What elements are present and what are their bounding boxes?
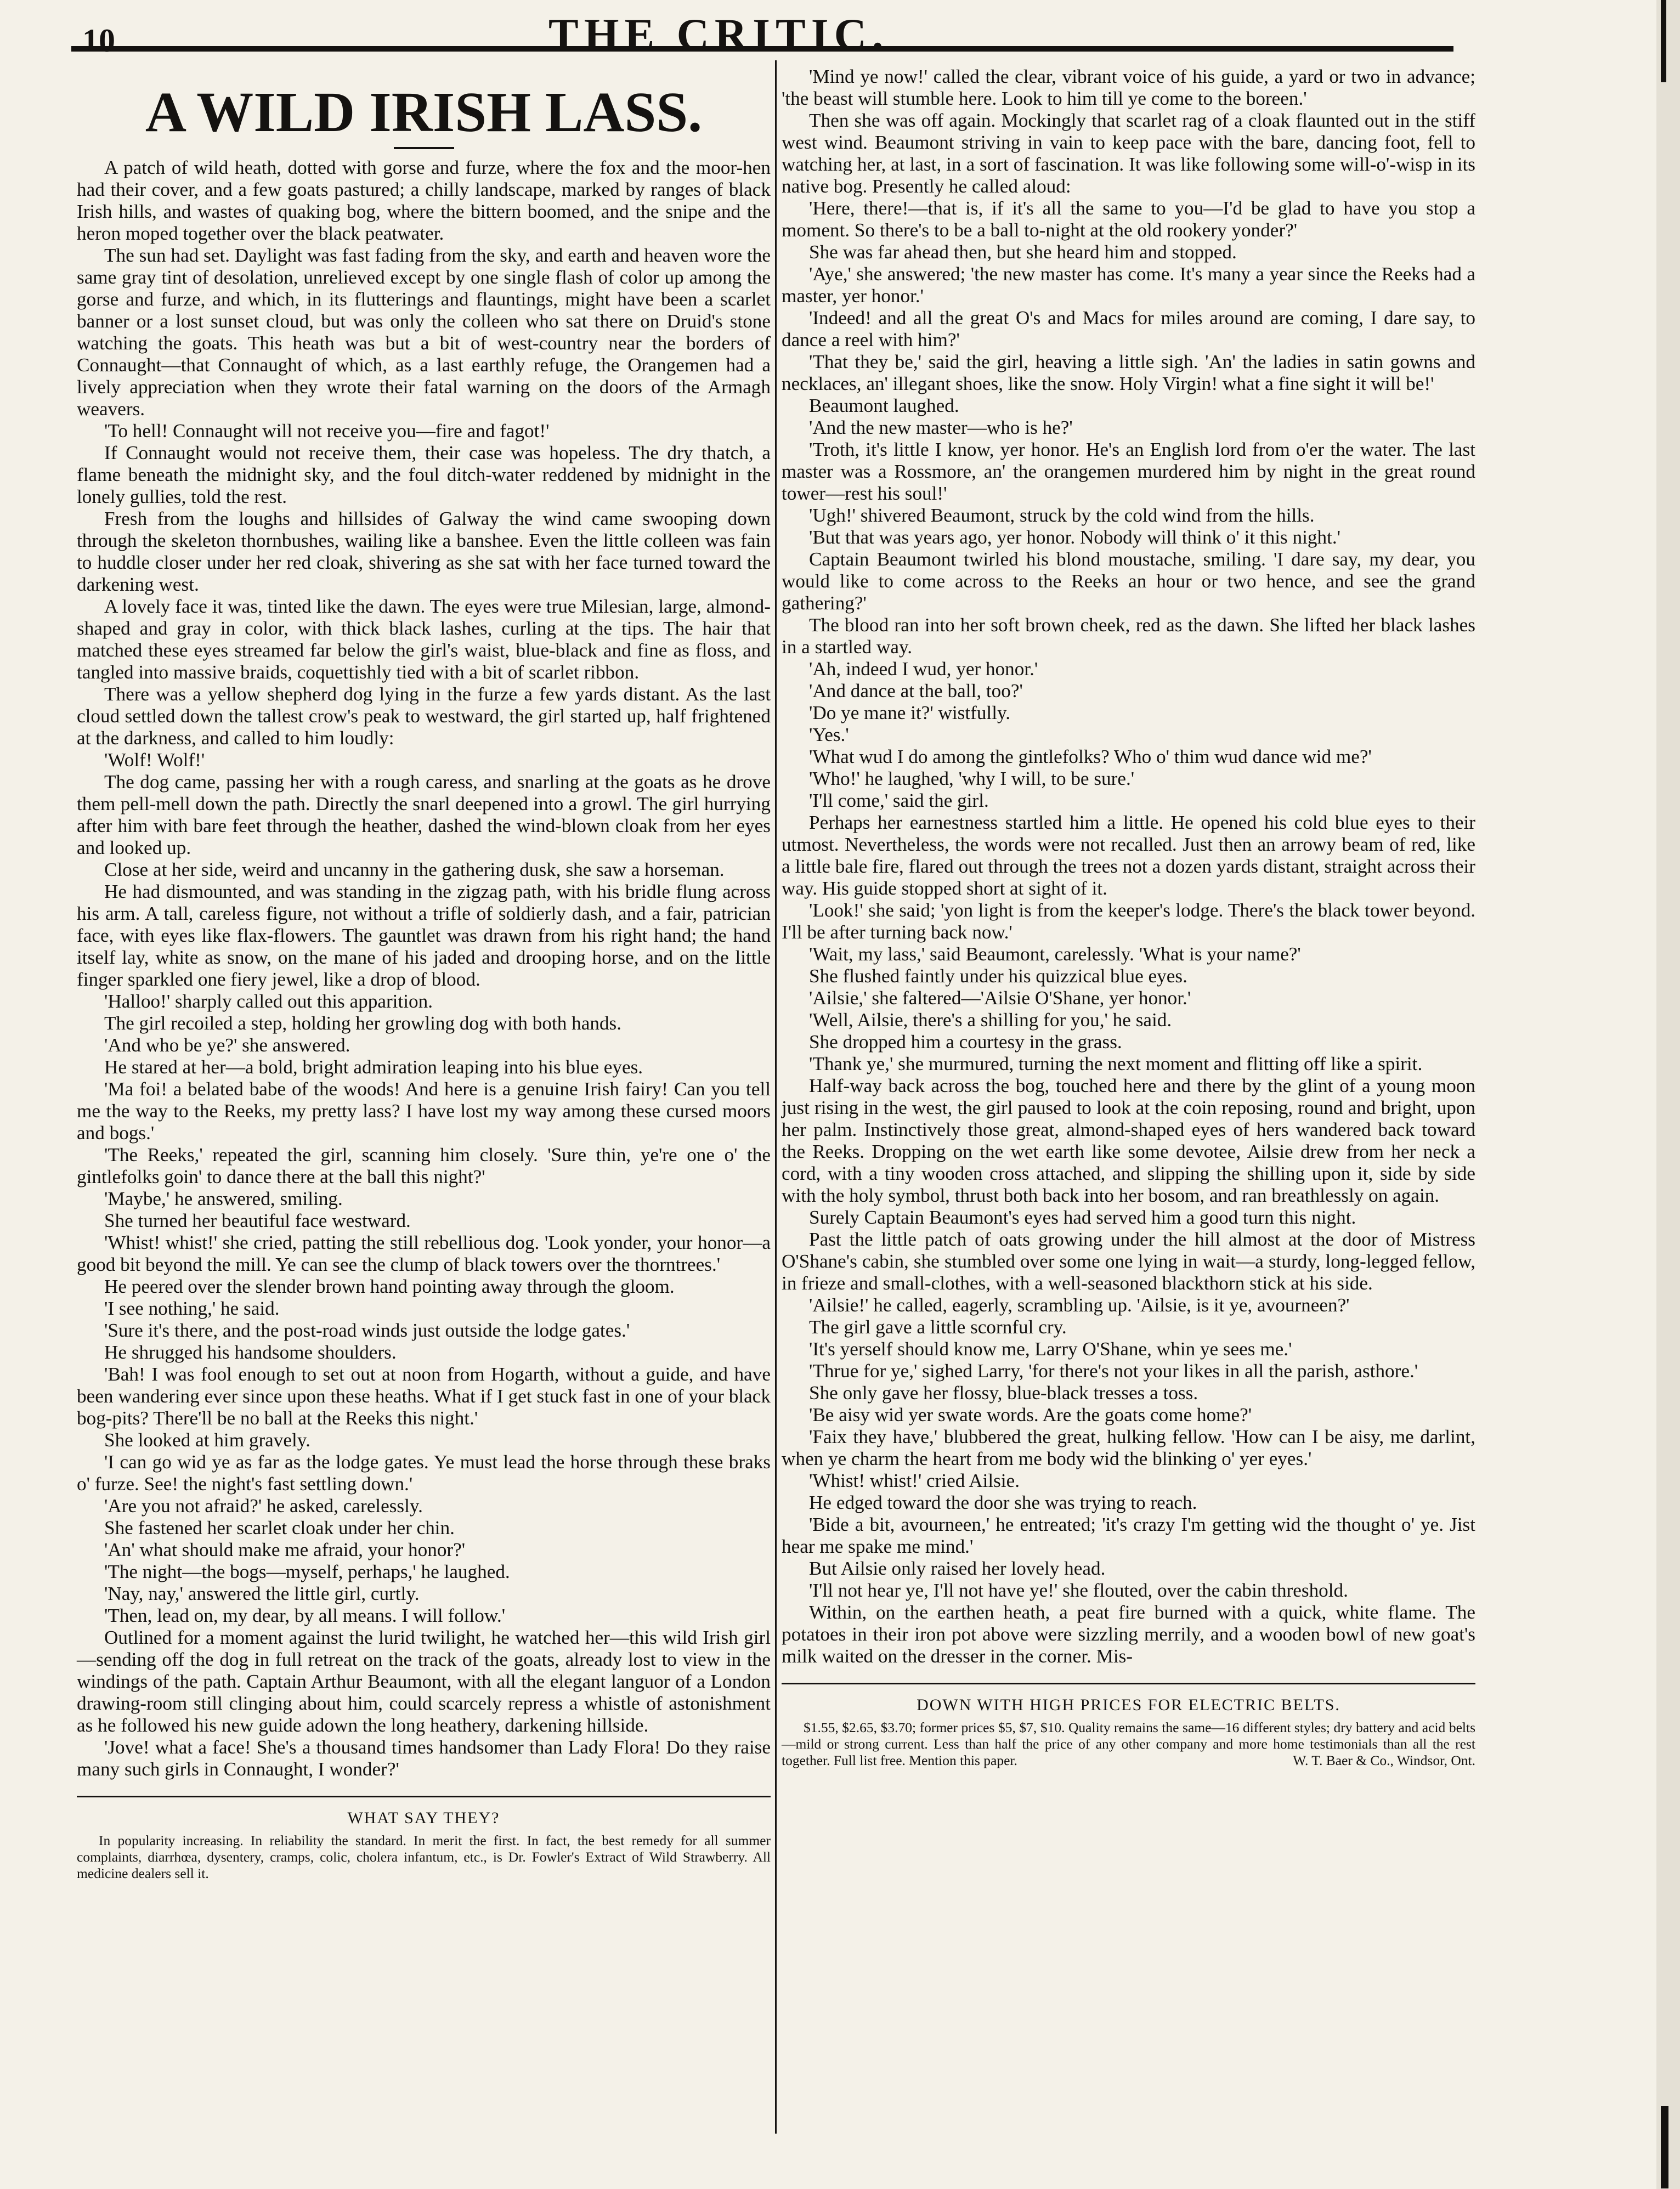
paragraph: Outlined for a moment against the lurid twilight, he watched her—this wild Irish girl—sending off the dog in full retreat on the track of the goats, already lost to view in the windings of the path. Captain Arthur Beaumont, with all the elegant languor of a London drawing-room still clinging about him, could scarcely repress a whistle of astonishment as he followed his new guide adown the long heathery, darkening hillside. xyxy=(77,1627,771,1736)
page-number: 10 xyxy=(82,22,115,59)
paragraph: A patch of wild heath, dotted with gorse and furze, where the fox and the moor-hen had their cover, and a few goats pastured; a chilly landscape, marked by ranges of black Irish hills, and wastes of quaking bog, where the bittern boomed, and the snipe and the heron moped together over the black peatwater. xyxy=(77,157,771,244)
paragraph: 'Look!' she said; 'yon light is from the keeper's lodge. There's the black tower beyond. I'll be after turning back now.' xyxy=(782,900,1475,943)
paragraph: He peered over the slender brown hand pointing away through the gloom. xyxy=(104,1276,675,1297)
paragraph: If Connaught would not receive them, their case was hopeless. The dry thatch, a flame beneath the midnight sky, and the foul ditch-water reddened by midnight in the lonely gullies, told the rest. xyxy=(77,442,771,507)
paragraph: She flushed faintly under his quizzical blue eyes. xyxy=(809,965,1187,987)
paragraph: Close at her side, weird and uncanny in the gathering dusk, she saw a horseman. xyxy=(104,859,725,880)
paragraph: 'That they be,' said the girl, heaving a little sigh. 'An' the ladies in satin gowns and necklaces, an' illegant shoes, like the snow. Holy Virgin! what a fine sight it will be!' xyxy=(782,351,1475,394)
paragraph: She turned her beautiful face westward. xyxy=(104,1210,411,1231)
paragraph: There was a yellow shepherd dog lying in the furze a few yards distant. As the last cloud settled down the tallest crow's peak to westward, the girl started up, half frightened at the darkness, and called to him loudly: xyxy=(77,683,771,749)
paragraph: 'Are you not afraid?' he asked, carelessly. xyxy=(104,1495,423,1517)
paragraph: 'Troth, it's little I know, yer honor. He's an English lord from o'er the water. The last master was a Rossmore, an' the orangemen murdered him by night in the great round tower—rest his soul!' xyxy=(782,439,1475,504)
paragraph: Then she was off again. Mockingly that scarlet rag of a cloak flaunted out in the stiff west wind. Beaumont striving in vain to keep pace with the bare, dancing foot, fell to watching her, at last, in a sort of fascination. It was like following some will-o'-wisp in its native bog. Presently he called aloud: xyxy=(782,110,1475,197)
ad-heading-right: DOWN WITH HIGH PRICES FOR ELECTRIC BELTS. xyxy=(917,1696,1340,1714)
paragraph: 'And dance at the ball, too?' xyxy=(809,680,1023,702)
paragraph: 'An' what should make me afraid, your honor?' xyxy=(104,1539,466,1560)
paragraph: 'Bah! I was fool enough to set out at noon from Hogarth, without a guide, and have been wandering ever since upon these heaths. What if I get stuck fast in one of your black bog-pits? There'll be no ball at the Reeks this night.' xyxy=(77,1364,771,1429)
paragraph: 'Nay, nay,' answered the little girl, curtly. xyxy=(104,1583,420,1604)
paragraph: 'Here, there!—that is, if it's all the same to you—I'd be glad to have you stop a moment. So there's to be a ball to-night at the old rookery yonder?' xyxy=(782,197,1475,241)
paragraph: He stared at her—a bold, bright admiration leaping into his blue eyes. xyxy=(104,1056,643,1078)
paragraph: 'Then, lead on, my dear, by all means. I will follow.' xyxy=(104,1605,506,1626)
paragraph: She fastened her scarlet cloak under her chin. xyxy=(104,1517,455,1538)
paragraph: 'The Reeks,' repeated the girl, scanning him closely. 'Sure thin, ye're one o' the gintlefolks goin' to dance there at the ball this night?' xyxy=(77,1144,771,1187)
column-left xyxy=(77,66,771,1882)
paragraph: 'Indeed! and all the great O's and Macs for miles around are coming, I dare say, to dance a reel with him?' xyxy=(782,307,1475,350)
paragraph: 'Wolf! Wolf!' xyxy=(104,749,205,771)
paragraph: Surely Captain Beaumont's eyes had served him a good turn this night. xyxy=(809,1207,1356,1228)
page-edge-mark-top xyxy=(1661,0,1666,82)
paragraph: 'Do ye mane it?' wistfully. xyxy=(809,702,1011,723)
ad-body-right: $1.55, $2.65, $3.70; former prices $5, $7, $10. Quality remains the same—16 different styles; dry battery and acid belts—mild or strong current. Less than half the price of any other company and more home testimonials than all the rest together. Full list free. Mention this paper. xyxy=(782,1719,1475,1768)
paragraph: Captain Beaumont twirled his blond moustache, smiling. 'I dare say, my dear, you would like to come across to the Reeks an hour or two hence, and see the grand gathering?' xyxy=(782,548,1475,614)
paragraph: Fresh from the loughs and hillsides of Galway the wind came swooping down through the skeleton thornbushes, wailing like a banshee. Even the little colleen was fain to huddle closer under her red cloak, shivering as she sat with her face turned toward the darkening west. xyxy=(77,508,771,595)
paragraph: 'Whist! whist!' cried Ailsie. xyxy=(809,1470,1020,1491)
paragraph: 'I'll not hear ye, I'll not have ye!' she flouted, over the cabin threshold. xyxy=(809,1580,1348,1601)
paragraph: He edged toward the door she was trying to reach. xyxy=(809,1492,1197,1513)
paragraph: 'And who be ye?' she answered. xyxy=(104,1034,350,1056)
paragraph: 'Yes.' xyxy=(809,724,849,745)
paragraph: 'Who!' he laughed, 'why I will, to be sure.' xyxy=(809,768,1135,789)
paragraph: 'Aye,' she answered; 'the new master has come. It's many a year since the Reeks had a master, yer honor.' xyxy=(782,263,1475,307)
paragraph: 'Sure it's there, and the post-road winds just outside the lodge gates.' xyxy=(104,1320,630,1341)
paragraph: 'Whist! whist!' she cried, patting the still rebellious dog. 'Look yonder, your honor—a good bit beyond the mill. Ye can see the clump of black towers over the thorntrees.' xyxy=(77,1232,771,1275)
paragraph: 'I can go wid ye as far as the lodge gates. Ye must lead the horse through these braks o' furze. See! the night's fast settling down.' xyxy=(77,1451,771,1495)
ad-rule-right xyxy=(782,1683,1475,1684)
ad-signature: W. T. Baer & Co., Windsor, Ont. xyxy=(1293,1752,1475,1768)
ad-heading-left: WHAT SAY THEY? xyxy=(347,1809,500,1827)
paragraph: 'Thrue for ye,' sighed Larry, 'for there's not your likes in all the parish, asthore.' xyxy=(809,1360,1418,1382)
story-title: A WILD IRISH LASS. xyxy=(145,81,703,144)
paragraph: 'Jove! what a face! She's a thousand times handsomer than Lady Flora! Do they raise many such girls in Connaught, I wonder?' xyxy=(77,1737,771,1780)
paragraph: A lovely face it was, tinted like the dawn. The eyes were true Milesian, large, almond-shaped and gray in color, with thick black lashes, curling at the tips. The hair that matched these eyes streamed far below the girl's waist, blue-black and fine as floss, and tangled into massive braids, coquettishly tied with a bit of scarlet ribbon. xyxy=(77,596,771,683)
paragraph: 'Mind ye now!' called the clear, vibrant voice of his guide, a yard or two in advance; 'the beast will stumble here. Look to him till ye come to the boreen.' xyxy=(782,66,1475,109)
paragraph: But Ailsie only raised her lovely head. xyxy=(809,1558,1106,1579)
paragraph: 'Ailsie,' she faltered—'Ailsie O'Shane, yer honor.' xyxy=(809,987,1191,1009)
paragraph: 'Ugh!' shivered Beaumont, struck by the cold wind from the hills. xyxy=(809,505,1315,526)
title-rule xyxy=(394,147,454,149)
paragraph: Within, on the earthen heath, a peat fire burned with a quick, white flame. The potatoes in their iron pot above were sizzling merrily, and a wooden bowl of new goat's milk waited on the dresser in the corner. Mis- xyxy=(782,1602,1475,1667)
paragraph: Past the little patch of oats growing under the hill almost at the door of Mistress O'Shane's cabin, she stumbled over some one lying in wait—a sturdy, long-legged fellow, in frieze and small-clothes, with a well-seasoned blackthorn stick at his side. xyxy=(782,1229,1475,1294)
paragraph: The girl recoiled a step, holding her growling dog with both hands. xyxy=(104,1013,622,1034)
paragraph: 'But that was years ago, yer honor. Nobody will think o' it this night.' xyxy=(809,527,1340,548)
paragraph: The girl gave a little scornful cry. xyxy=(809,1316,1067,1338)
paragraph: The sun had set. Daylight was fast fading from the sky, and earth and heaven wore the same gray tint of desolation, unrelieved except by one single flash of color up among the gorse and furze, and which, in its flutterings and flauntings, might have been a scarlet banner or a lost sunset cloud, but was only the colleen who sat there on Druid's stone watching the goats. This heath was but a bit of west-country near the borders of Connaught—that Connaught of which, as a last earthly refuge, the Orangemen had a lively appreciation when they wrote their fatal warning on the doors of the Armagh weavers. xyxy=(77,245,771,420)
paragraph: 'I'll come,' said the girl. xyxy=(809,790,989,811)
story-body-left xyxy=(77,157,771,1780)
paragraph: 'Ah, indeed I wud, yer honor.' xyxy=(809,658,1038,680)
paragraph: 'Maybe,' he answered, smiling. xyxy=(104,1188,343,1209)
paragraph: She was far ahead then, but she heard him and stopped. xyxy=(809,241,1237,263)
ad-body-left: In popularity increasing. In reliability the standard. In merit the first. In fact, the best remedy for all summer complaints, diarrhœa, dysentery, cramps, colic, cholera infantum, etc., is Dr. Fowler's Extract of Wild Strawberry. All medicine dealers sell it. xyxy=(77,1832,771,1881)
paragraph: 'What wud I do among the gintlefolks? Who o' thim wud dance wid me?' xyxy=(809,746,1372,767)
column-divider xyxy=(775,60,777,2134)
paragraph: The blood ran into her soft brown cheek, red as the dawn. She lifted her black lashes in a startled way. xyxy=(782,614,1475,658)
ad-rule-left xyxy=(77,1796,771,1797)
paragraph: She looked at him gravely. xyxy=(104,1429,310,1451)
paragraph: Beaumont laughed. xyxy=(809,395,959,416)
paragraph: 'It's yerself should know me, Larry O'Shane, whin ye sees me.' xyxy=(809,1338,1292,1360)
paragraph: 'And the new master—who is he?' xyxy=(809,417,1073,438)
paragraph: Half-way back across the bog, touched here and there by the glint of a young moon just rising in the west, the girl paused to look at the coin reposing, round and bright, upon her palm. Instinctively those great, almond-shaped eyes of hers wandered back toward the Reeks. Dropping on the wet earth like some devotee, Ailsie drew from her neck a cord, with a tiny wooden cross attached, and slipping the shilling upon it, side by side with the holy symbol, thrust both back into her bosom, and ran breathlessly on again. xyxy=(782,1075,1475,1206)
paragraph: 'Bide a bit, avourneen,' he entreated; 'it's crazy I'm getting wid the thought o' ye. Jist hear me spake me mind.' xyxy=(782,1514,1475,1557)
paragraph: 'Faix they have,' blubbered the great, hulking fellow. 'How can I be aisy, me darlint, when ye charm the heart from me body wid the blinking o' yer eyes.' xyxy=(782,1426,1475,1469)
paragraph: 'Well, Ailsie, there's a shilling for you,' he said. xyxy=(809,1009,1172,1031)
paragraph: 'The night—the bogs—myself, perhaps,' he laughed. xyxy=(104,1561,510,1582)
paragraph: 'Halloo!' sharply called out this apparition. xyxy=(104,991,433,1012)
story-body-right xyxy=(782,66,1475,1667)
paragraph: 'Ma foi! a belated babe of the woods! And here is a genuine Irish fairy! Can you tell me the way to the Reeks, my pretty lass? I have lost my way among these cursed moors and bogs.' xyxy=(77,1078,771,1144)
paragraph: The dog came, passing her with a rough caress, and snarling at the goats as he drove them pell-mell down the path. Directly the snarl deepened into a growl. The girl hurrying after him with bare feet through the heather, dashed the wind-blown cloak from her eyes and looked up. xyxy=(77,771,771,858)
paragraph: 'To hell! Connaught will not receive you—fire and fagot!' xyxy=(104,420,550,442)
paragraph: 'Ailsie!' he called, eagerly, scrambling up. 'Ailsie, is it ye, avourneen?' xyxy=(809,1294,1350,1316)
paragraph: 'Wait, my lass,' said Beaumont, carelessly. 'What is your name?' xyxy=(809,943,1301,965)
paragraph: 'Thank ye,' she murmured, turning the next moment and flitting off like a spirit. xyxy=(809,1053,1423,1074)
paragraph: 'I see nothing,' he said. xyxy=(104,1298,280,1319)
masthead: THE CRITIC. xyxy=(548,9,889,59)
paragraph: He shrugged his handsome shoulders. xyxy=(104,1342,397,1363)
paragraph: She only gave her flossy, blue-black tresses a toss. xyxy=(809,1382,1198,1404)
paragraph: 'Be aisy wid yer swate words. Are the goats come home?' xyxy=(809,1404,1252,1426)
page-edge-mark-bottom xyxy=(1661,2106,1668,2188)
paragraph: He had dismounted, and was standing in the zigzag path, with his bridle flung across his arm. A tall, careless figure, not without a trifle of soldierly dash, and a fair, patrician face, with eyes like flax-flowers. The gauntlet was drawn from his right hand; the hand itself lay, white as snow, on the mane of his jaded and drooping horse, and on the little finger sparkled one fiery jewel, like a drop of blood. xyxy=(77,881,771,990)
page-edge xyxy=(1656,0,1680,2189)
column-right xyxy=(782,66,1475,1769)
paragraph: Perhaps her earnestness startled him a little. He opened his cold blue eyes to their utmost. Nevertheless, the words were not recalled. Just then an arrowy beam of red, like a little bale fire, flared out through the trees not a dozen yards distant, straight across their way. His guide stopped short at sight of it. xyxy=(782,812,1475,899)
paragraph: She dropped him a courtesy in the grass. xyxy=(809,1031,1122,1053)
